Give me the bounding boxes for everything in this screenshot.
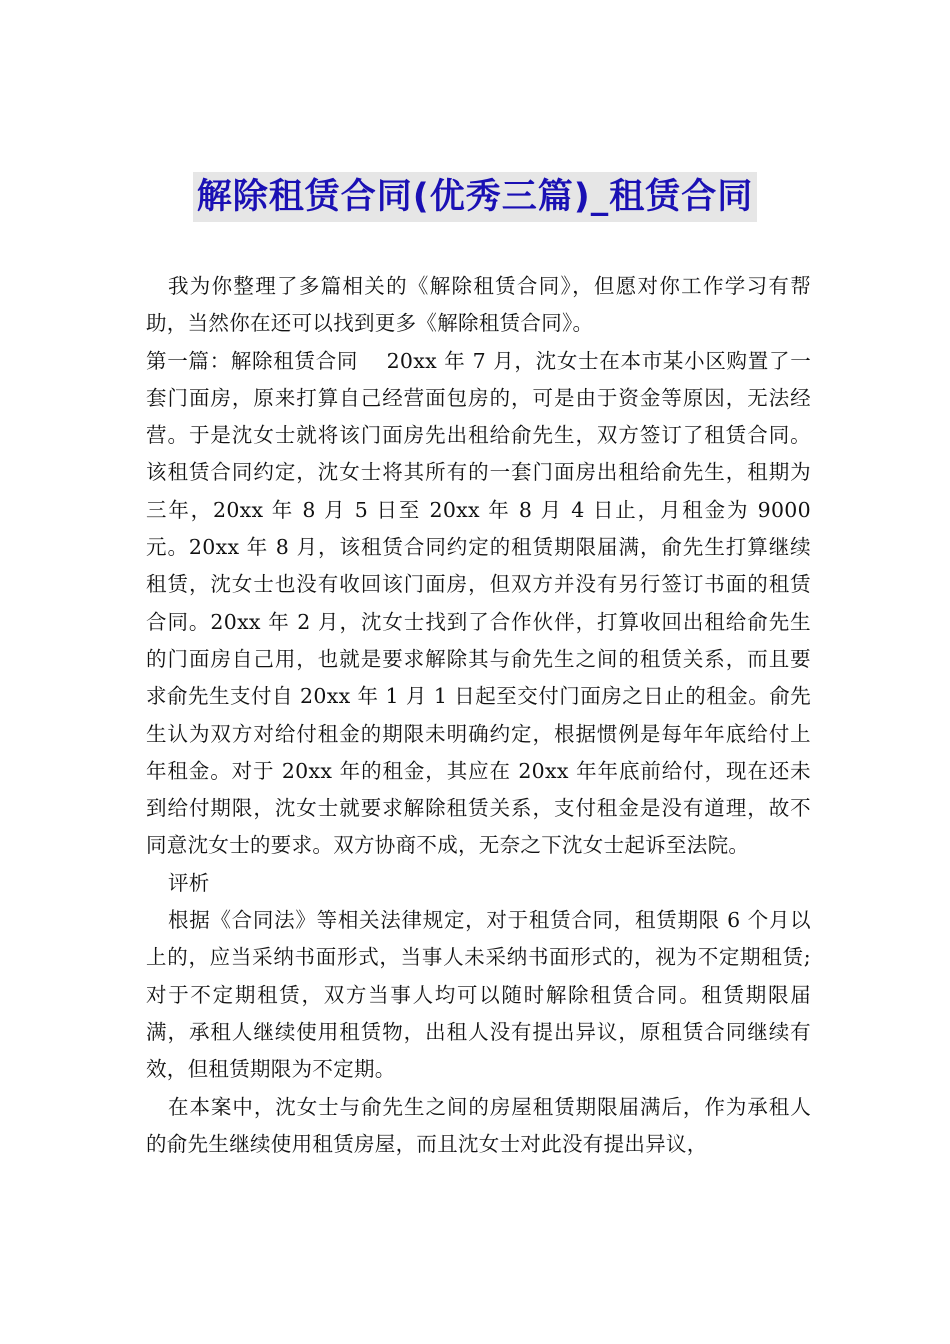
paragraph-legal-basis: 根据《合同法》等相关法律规定，对于租赁合同，租赁期限 6 个月以上的，应当采纳书面形式，当事人未采纳书面形式的，视为不定期租赁;对于不定期租赁，双方当事人均可以随时解除租赁合同。租赁期限届满，承租人继续使用租赁物，出租人没有提出异议，原租赁合同继续有效，但租赁期限为不定期。: [146, 908, 811, 1082]
paragraph-case-analysis: 在本案中，沈女士与俞先生之间的房屋租赁期限届满后，作为承租人的俞先生继续使用租赁房屋，而且沈女士对此没有提出异议，: [146, 1094, 811, 1156]
document-title-wrapper: [0, 172, 950, 222]
paragraph-intro: 我为你整理了多篇相关的《解除租赁合同》，但愿对你工作学习有帮助，当然你在还可以找到更多《解除租赁合同》。: [146, 274, 811, 336]
document-title: 解除租赁合同(优秀三篇)_租赁合同: [193, 172, 758, 222]
paragraph-case: 第一篇：解除租赁合同 20xx 年 7 月，沈女士在本市某小区购置了一套门面房，原来打算自己经营面包房的，可是由于资金等原因，无法经营。于是沈女士就将该门面房先出租给俞先生，双方签订了租赁合同。该租赁合同约定，沈女士将其所有的一套门面房出租给俞先生，租期为三年，20xx 年 8 月 5 日至 20xx 年 8 月 4 日止，月租金为 9000 元。20xx 年 8 月，该租赁合同约定的租赁期限届满，俞先生打算继续租赁，沈女士也没有收回该门面房，但双方并没有另行签订书面的租赁合同。20xx 年 2 月，沈女士找到了合作伙伴，打算收回出租给俞先生的门面房自己用，也就是要求解除其与俞先生之间的租赁关系，而且要求俞先生支付自 20xx 年 1 月 1 日起至交付门面房之日止的租金。俞先生认为双方对给付租金的期限未明确约定，根据惯例是每年年底给付上年租金。对于 20xx 年的租金，其应在 20xx 年年底前给付，现在还未到给付期限，沈女士就要求解除租赁关系，支付租金是没有道理，故不同意沈女士的要求。双方协商不成，无奈之下沈女士起诉至法院。: [146, 348, 811, 858]
document-body: [146, 268, 811, 1163]
paragraph-analysis-heading: 评析: [168, 870, 210, 895]
